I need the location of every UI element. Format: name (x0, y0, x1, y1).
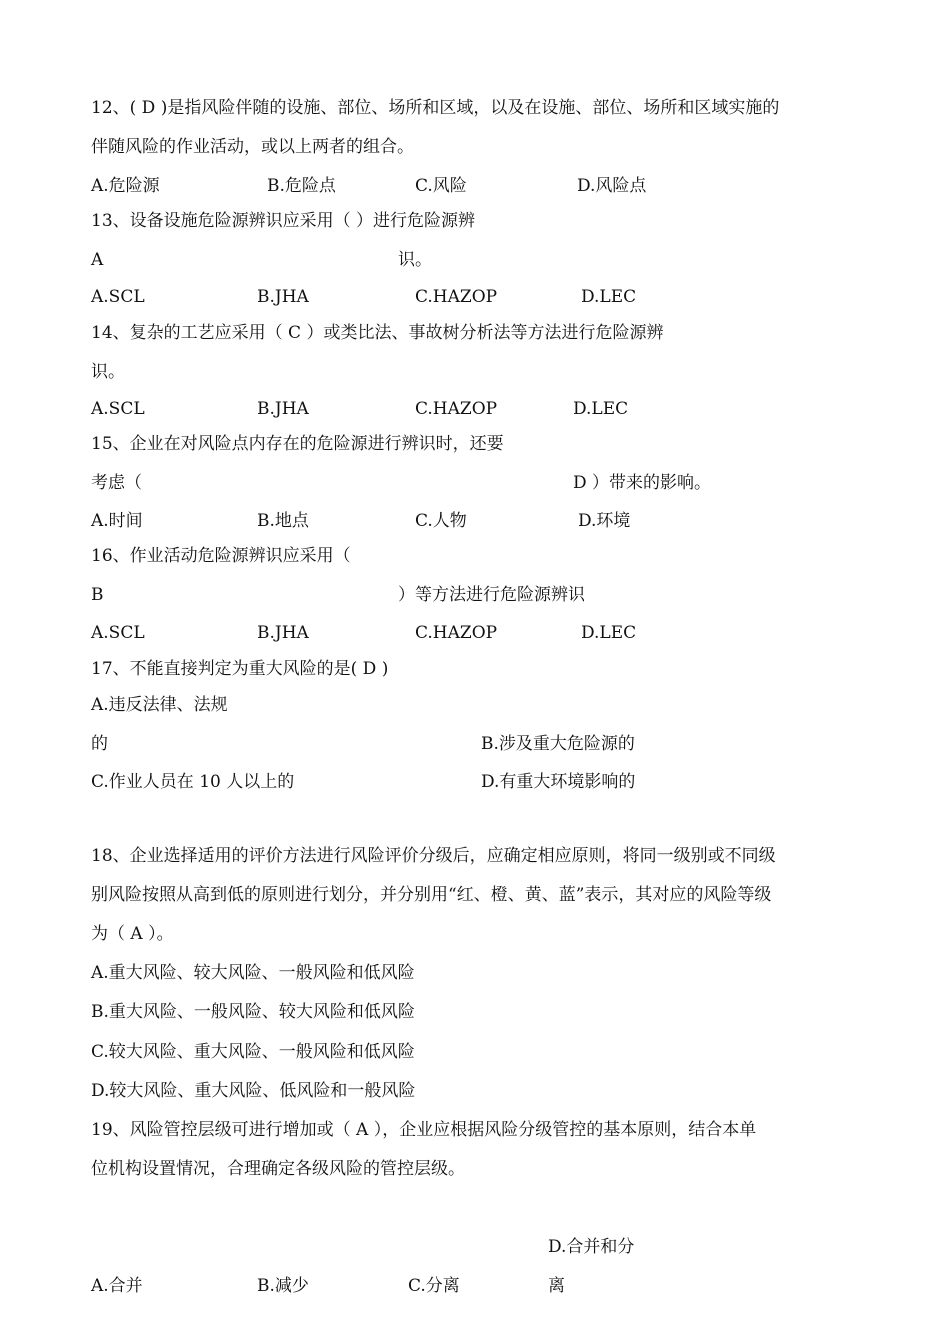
q18-option-a: A.重大风险、较大风险、一般风险和低风险 (91, 963, 415, 983)
q12-stem-line2: 伴随风险的作业活动，或以上两者的组合。 (91, 137, 414, 157)
q15-option-c: C.人物 (415, 511, 467, 531)
q13-stem-line1: 13、设备设施危险源辨识应采用（ ）进行危险源辨 (91, 211, 476, 231)
q14-option-a: A.SCL (91, 399, 145, 419)
q17-option-a-line2: 的 (91, 734, 108, 754)
q15-option-a: A.时间 (91, 511, 143, 531)
q17-option-b: B.涉及重大危险源的 (481, 734, 635, 754)
q19-option-b: B.减少 (257, 1276, 309, 1296)
q12-stem-line1: 12、( D )是指风险伴随的设施、部位、场所和区域，以及在设施、部位、场所和区域实施的 (91, 98, 780, 118)
q18-stem-line2: 别风险按照从高到低的原则进行划分，并分别用“红、橙、黄、蓝”表示，其对应的风险等级 (91, 885, 772, 905)
q18-option-d: D.较大风险、重大风险、低风险和一般风险 (91, 1081, 416, 1101)
q16-stem-tail: ）等方法进行危险源辨识 (398, 585, 585, 605)
q12-option-d: D.风险点 (577, 176, 647, 196)
q13-answer: A (91, 250, 104, 270)
q13-option-d: D.LEC (581, 287, 637, 307)
q17-option-c: C.作业人员在 10 人以上的 (91, 772, 295, 792)
q13-option-a: A.SCL (91, 287, 145, 307)
q14-option-d: D.LEC (573, 399, 629, 419)
q19-option-a: A.合并 (91, 1276, 143, 1296)
q13-option-b: B.JHA (257, 287, 309, 307)
q18-option-c: C.较大风险、重大风险、一般风险和低风险 (91, 1042, 415, 1062)
q13-option-c: C.HAZOP (415, 287, 498, 307)
q12-option-c: C.风险 (415, 176, 467, 196)
q12-option-a: A.危险源 (91, 176, 160, 196)
q19-option-d-line1: D.合并和分 (548, 1237, 635, 1257)
q15-stem-line1: 15、企业在对风险点内存在的危险源进行辨识时，还要 (91, 434, 504, 454)
q15-option-b: B.地点 (257, 511, 309, 531)
q16-stem-line1: 16、作业活动危险源辨识应采用（ (91, 546, 351, 566)
q16-option-a: A.SCL (91, 623, 145, 643)
q16-answer: B (91, 585, 104, 605)
q12-option-b: B.危险点 (267, 176, 336, 196)
q13-stem-tail: 识。 (398, 250, 432, 270)
q19-stem-line2: 位机构设置情况，合理确定各级风险的管控层级。 (91, 1159, 465, 1179)
q17-stem: 17、不能直接判定为重大风险的是( D ) (91, 659, 389, 679)
q17-option-a-line1: A.违反法律、法规 (91, 695, 228, 715)
q14-stem-line1: 14、复杂的工艺应采用（ C ）或类比法、事故树分析法等方法进行危险源辨 (91, 323, 664, 343)
q15-stem-prefix: 考虑（ (91, 473, 142, 493)
q15-stem-suffix: D ）带来的影响。 (573, 473, 712, 493)
q15-option-d: D.环境 (578, 511, 631, 531)
q19-option-d-line2: 离 (548, 1276, 565, 1296)
q14-option-b: B.JHA (257, 399, 309, 419)
q18-stem-line1: 18、企业选择适用的评价方法进行风险评价分级后，应确定相应原则，将同一级别或不同级 (91, 846, 776, 866)
q14-option-c: C.HAZOP (415, 399, 498, 419)
q18-option-b: B.重大风险、一般风险、较大风险和低风险 (91, 1002, 415, 1022)
q16-option-c: C.HAZOP (415, 623, 498, 643)
q16-option-d: D.LEC (581, 623, 637, 643)
q17-option-d: D.有重大环境影响的 (481, 772, 636, 792)
q19-stem-line1: 19、风险管控层级可进行增加或（ A ），企业应根据风险分级管控的基本原则，结合本单 (91, 1120, 757, 1140)
q14-stem-line2: 识。 (91, 362, 125, 382)
q16-option-b: B.JHA (257, 623, 309, 643)
q19-option-c: C.分离 (408, 1276, 460, 1296)
q18-stem-line3: 为（ A ）。 (91, 924, 174, 944)
